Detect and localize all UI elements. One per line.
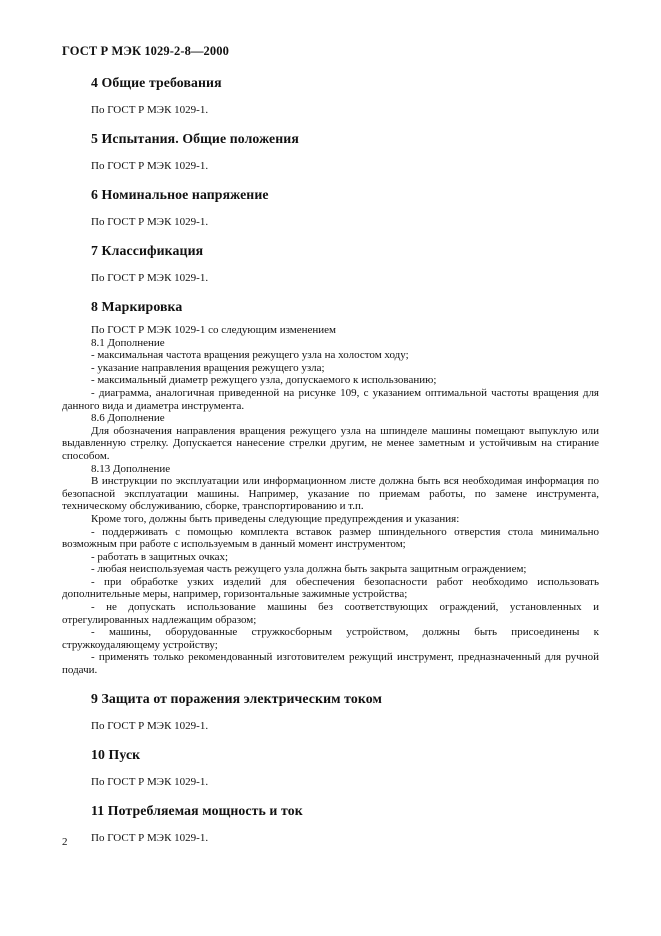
paragraph: По ГОСТ Р МЭК 1029-1 со следующим изменением — [91, 324, 337, 336]
list-item: - любая неиспользуемая часть режущего узла должна быть закрыта защитным ограждением; — [91, 563, 527, 576]
list-item: - максимальный диаметр режущего узла, допускаемого к использованию; — [91, 374, 437, 387]
section-reference: По ГОСТ Р МЭК 1029-1. — [91, 160, 209, 172]
list-item: - диаграмма, аналогичная приведенной на рисунке 109, с указанием оптимальной частоты вращения для данного вида и диаметра инструмента. — [62, 386, 599, 412]
section-heading: 5 Испытания. Общие положения — [91, 131, 299, 146]
section-reference: По ГОСТ Р МЭК 1029-1. — [91, 272, 209, 284]
section-7 — [62, 242, 599, 285]
document-code-header: ГОСТ Р МЭК 1029-2-8—2000 — [62, 44, 229, 58]
list-item: - при обработке узких изделий для обеспечения безопасности работ необходимо использовать дополнительные меры, например, горизонтальные зажимные устройства; — [62, 575, 599, 601]
paragraph: Кроме того, должны быть приведены следующие предупреждения и указания: — [91, 512, 460, 525]
section-heading: 10 Пуск — [91, 746, 141, 762]
clause-heading: 8.13 Дополнение — [91, 462, 171, 475]
section-8-marking — [62, 298, 599, 677]
section-heading: 6 Номинальное напряжение — [91, 187, 269, 202]
section-reference: По ГОСТ Р МЭК 1029-1. — [91, 719, 209, 732]
section-5 — [62, 130, 599, 173]
list-item: - не допускать использование машины без соответствующих ограждений, установленных и отрегулированных надлежащим образом; — [62, 601, 599, 626]
document-body — [62, 74, 599, 858]
section-10 — [62, 746, 599, 789]
section-reference: По ГОСТ Р МЭК 1029-1. — [91, 216, 209, 228]
section-reference: По ГОСТ Р МЭК 1029-1. — [91, 831, 209, 844]
section-heading: 9 Защита от поражения электрическим током — [91, 690, 382, 706]
marking-text — [62, 324, 599, 677]
clause-heading: 8.1 Дополнение — [91, 336, 165, 349]
list-item: - максимальная частота вращения режущего узла на холостом ходу; — [91, 349, 409, 362]
section-4 — [62, 74, 599, 117]
list-item: - работать в защитных очках; — [91, 550, 229, 563]
section-reference: По ГОСТ Р МЭК 1029-1. — [91, 104, 209, 116]
section-reference: По ГОСТ Р МЭК 1029-1. — [91, 775, 209, 788]
section-6 — [62, 186, 599, 229]
section-heading: 4 Общие требования — [91, 75, 222, 90]
list-item: - указание направления вращения режущего узла; — [91, 361, 325, 374]
section-9 — [62, 690, 599, 733]
paragraph: В инструкции по эксплуатации или информационном листе должна быть вся необходимая информация по безопасной эксплуатации машины. Например, указание по приемам работы, по замене инструмента, техническому обслуживанию, сборке, транспортированию и т.п. — [62, 475, 599, 513]
clause-heading: 8.6 Дополнение — [91, 412, 165, 425]
section-heading: 7 Классификация — [91, 243, 204, 258]
section-11 — [62, 802, 599, 845]
list-item: - поддерживать с помощью комплекта вставок размер шпиндельного отверстия стола минимально возможным при работе с используемым в данный момент инструментом; — [62, 525, 599, 551]
list-item: - машины, оборудованные стружкосборным устройством, должны быть присоединены к стружкоудаляющему устройству; — [62, 626, 599, 651]
section-heading: 8 Маркировка — [91, 299, 183, 314]
page-number: 2 — [62, 836, 68, 848]
section-heading: 11 Потребляемая мощность и ток — [91, 802, 303, 818]
list-item: - применять только рекомендованный изготовителем режущий инструмент, предназначенный для ручной подачи. — [62, 651, 599, 677]
paragraph: Для обозначения направления вращения режущего узла на шпинделе машины помещают выпуклую или выдавленную стрелку. Допускается нанесение стрелки другим, не менее заметным и устойчивым на стирание способом. — [62, 424, 599, 462]
